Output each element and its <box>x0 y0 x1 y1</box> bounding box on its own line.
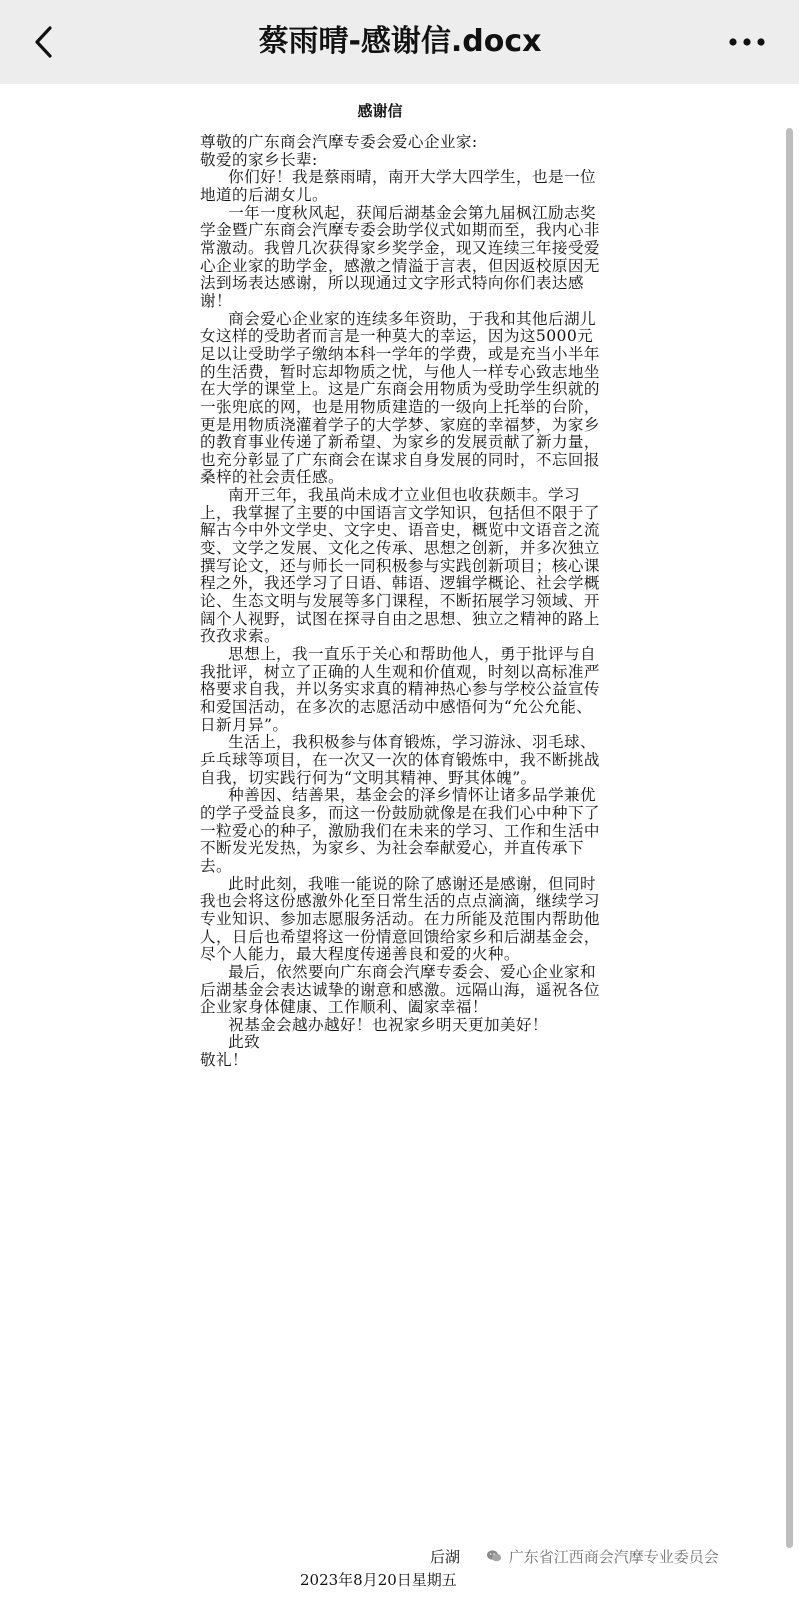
more-dots-icon <box>725 22 769 62</box>
letter-paragraph: 种善因、结善果，基金会的泽乡情怀让诸多品学兼优的学子受益良多，而这一份鼓励就像是在我们心中种下了一粒爱心的种子，激励我们在未来的学习、工作和生活中不断发光发热，为家乡、为社会奉献爱心，并直传承下去。 <box>200 786 600 875</box>
letter-title: 感谢信 <box>357 102 403 120</box>
chevron-left-icon <box>26 22 66 62</box>
document-page[interactable] <box>0 84 799 1600</box>
letter-paragraph: 敬礼！ <box>200 1051 248 1070</box>
letter-paragraph: 敬爱的家乡长辈: <box>200 150 318 169</box>
document-title: 蔡雨晴-感谢信.docx <box>258 24 542 59</box>
letter-date: 2023年8月20日星期五 <box>300 1571 457 1589</box>
letter-paragraph: 你们好！我是蔡雨晴，南开大学大四学生，也是一位地道的后湖女儿。 <box>200 168 596 204</box>
letter-paragraph: 思想上，我一直乐于关心和帮助他人，勇于批评与自我批评，树立了正确的人生观和价值观，时刻以高标准严格要求自我，并以务实求真的精神热心参与学校公益宣传和爱国活动，在多次的志愿活动中感悟何为“允公允能、日新月异”。 <box>200 645 600 734</box>
back-button[interactable] <box>26 22 66 62</box>
watermark-text: 广东省江西商会汽摩专业委员会 <box>508 1548 719 1566</box>
watermark <box>486 1547 719 1567</box>
letter-paragraph: 一年一度秋风起，获闻后湖基金会第九届枫江励志奖学金暨广东商会汽摩专委会助学仪式如期而至，我内心非常激动。我曾几次获得家乡奖学金，现又连续三年接受爱心企业家的助学金，感激之情溢于言表，但因返校原因无法到场表达感谢，所以现通过文字形式特向你们表达感谢！ <box>200 203 600 310</box>
top-bar <box>0 0 799 84</box>
wechat-logo-icon <box>486 1548 502 1564</box>
letter-paragraph: 生活上，我积极参与体育锻炼，学习游泳、羽毛球、乒乓球等项目，在一次又一次的体育锻炼中，我不断挑战自我，切实践行何为“文明其精神、野其体魄”。 <box>200 733 600 787</box>
signature <box>430 1547 460 1567</box>
letter-paragraph: 祝基金会越办越好！也祝家乡明天更加美好！ <box>228 1015 548 1034</box>
letter-paragraph: 商会爱心企业家的连续多年资助，于我和其他后湖儿女这样的受助者而言是一种莫大的幸运，因为这5000元足以让受助学子缴纳本科一学年的学费，或是充当小半年的生活费，暂时忘却物质之忧，与他人一样专心致志地坐在大学的课堂上。这是广东商会用物质为受助学生织就的一张兜底的网，也是用物质建造的一级向上托举的台阶，更是用物质浇灌着学子的大学梦、家庭的幸福梦，为家乡的教育事业传递了新希望、为家乡的发展贡献了新力量，也充分彰显了广东商会在谋求自身发展的同时，不忘回报桑梓的社会责任感。 <box>200 309 600 487</box>
letter-paragraph: 尊敬的广东商会汽摩专委会爱心企业家: <box>200 133 478 151</box>
more-button[interactable] <box>725 22 769 62</box>
letter-paragraph: 南开三年，我虽尚未成才立业但也收获颇丰。学习上，我掌握了主要的中国语言文学知识，包括但不限于了解古今中外文学史、文字史、语音史，概览中文语音之流变、文学之发展、文化之传承、思想之创新，并多次独立撰写论文，还与师长一同积极参与实践创新项目；核心课程之外，我还学习了日语、韩语、逻辑学概论、社会学概论、生态文明与发展等多门课程，不断拓展学习领域、开阔个人视野，试图在探寻自由之思想、独立之精神的路上孜孜求索。 <box>200 486 600 646</box>
letter-paragraph: 最后，依然要向广东商会汽摩专委会、爱心企业家和后湖基金会表达诚挚的谢意和感激。远隔山海，遥祝各位企业家身体健康、工作顺利、阖家幸福！ <box>200 962 600 1017</box>
letter-paragraph: 此时此刻，我唯一能说的除了感谢还是感谢，但同时我也会将这份感激外化至日常生活的点点滴滴，继续学习专业知识、参加志愿服务活动。在力所能及范围内帮助他人，日后也希望将这一份情意回馈给家乡和后湖基金会，尽个人能力，最大程度传递善良和爱的火种。 <box>200 874 600 964</box>
vertical-scrollbar[interactable] <box>786 128 793 1548</box>
letter-body <box>200 134 600 1070</box>
signature-org: 后湖 <box>430 1548 461 1566</box>
letter-paragraph: 此致 <box>228 1033 261 1052</box>
